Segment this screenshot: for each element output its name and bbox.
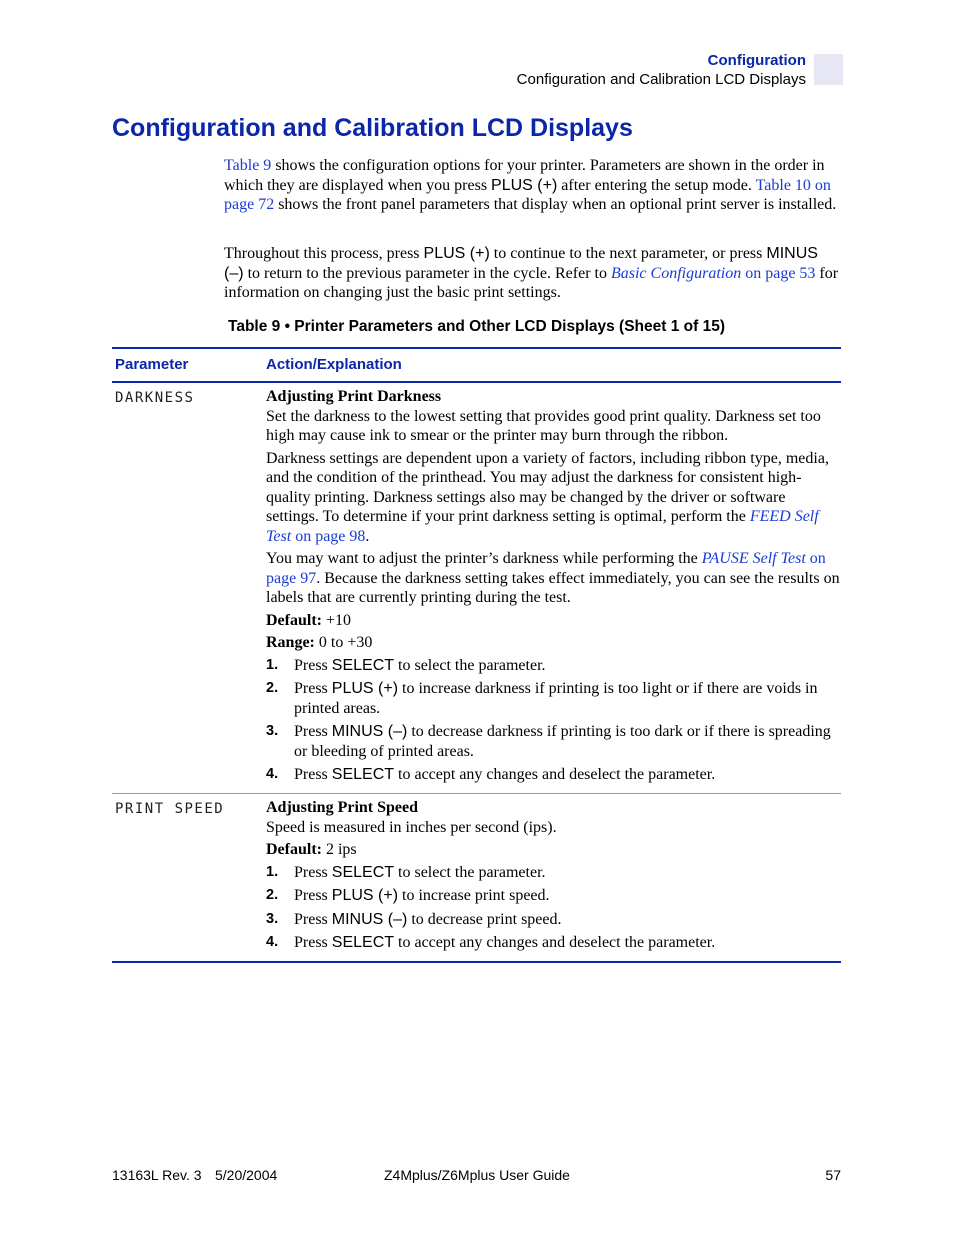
header-section: Configuration (707, 52, 806, 69)
action-cell (266, 798, 841, 957)
list-item: 3. Press MINUS (–) to decrease darkness if printing is too dark or if there is spreading or bleeding of printed areas. (266, 723, 831, 760)
page-53-link[interactable]: on page 53 (745, 264, 816, 282)
list-item: 1. Press SELECT to select the parameter. (266, 656, 546, 674)
row-heading: Adjusting Print Darkness (266, 388, 442, 405)
list-item: 4. Press SELECT to accept any changes and deselect the parameter. (266, 766, 716, 783)
table-9-link[interactable]: Table 9 (224, 157, 272, 174)
row-paragraph: Set the darkness to the lowest setting that provides good print quality. Darkness set too high may cause ink to smear or the printer may burn through the ribbon. (266, 407, 821, 444)
default-line: Default: +10 (266, 611, 352, 629)
plus-key: PLUS (+) (423, 245, 490, 262)
intro-paragraph-2: Throughout this process, press PLUS (+) to continue to the next parameter, or press MINUS (–) to return to the previous parameter in the cycle. Refer to Basic Configuration on page 53 for information on changing just the basic print settings. (224, 245, 839, 301)
header-tab-marker (814, 54, 843, 85)
minus-key: MINUS (–) (224, 245, 818, 282)
range-line: Range: 0 to +30 (266, 634, 373, 651)
footer-doc-number: 13163L Rev. 3 (112, 1167, 202, 1183)
list-item: 3. Press MINUS (–) to decrease print speed. (266, 910, 562, 928)
action-cell (266, 387, 841, 789)
steps-list (266, 656, 841, 785)
footer-page-number: 57 (825, 1167, 841, 1183)
header-parameter: Parameter (115, 356, 189, 373)
lcd-darkness: DARKNESS (115, 390, 195, 406)
list-item: 1. Press SELECT to select the parameter. (266, 863, 546, 881)
row-paragraph: Speed is measured in inches per second (ips). (266, 818, 557, 836)
intro-paragraph-1: Table 9 shows the configuration options for your printer. Parameters are shown in the order in which they are displayed when you press PLUS (+) after entering the setup mode. Table 10 on page 72 shows the front panel parameters that display when an optional print server is installed. (224, 157, 837, 213)
footer-date: 5/20/2004 (215, 1167, 278, 1183)
default-line: Default: 2 ips (266, 841, 357, 858)
row-paragraph: Darkness settings are dependent upon a variety of factors, including ribbon type, media, and the condition of the printhead. You may adjust the darkness for consistent high-quality printing. Darkness settings also may be changed by the driver or software settings. To determine if your print darkness setting is optimal, perform the FEED Self Test on page 98. (266, 449, 829, 545)
table-10-link[interactable]: Table 10 (755, 176, 811, 194)
row-paragraph: You may want to adjust the printer’s darkness while performing the PAUSE Self Test on page 97. Because the darkness setting takes effect immediately, you can see the results on labels that are currently printing during the test. (266, 550, 840, 606)
parameters-table (112, 347, 841, 963)
row-heading: Adjusting Print Speed (266, 799, 419, 816)
page-title: Configuration and Calibration LCD Displays (112, 114, 633, 142)
page-97-link[interactable]: on page 97 (266, 550, 826, 587)
page-72-link[interactable]: on page 72 (224, 176, 831, 213)
list-item: 2. Press PLUS (+) to increase darkness if printing is too light or if there are voids in printed areas. (266, 680, 818, 717)
table-header-row (112, 347, 841, 383)
table-row-print-speed (112, 794, 841, 963)
table-row-darkness (112, 383, 841, 794)
list-item: 4. Press SELECT to accept any changes and deselect the parameter. (266, 934, 716, 951)
plus-key: PLUS (+) (491, 176, 558, 194)
basic-configuration-link[interactable]: Basic Configuration (610, 264, 742, 282)
footer-guide-title: Z4Mplus/Z6Mplus User Guide (384, 1167, 570, 1183)
header-subsection: Configuration and Calibration LCD Displays (516, 71, 806, 88)
page-98-link[interactable]: on page 98 (291, 527, 366, 545)
pause-self-test-link[interactable]: PAUSE Self Test (701, 550, 806, 567)
steps-list (266, 863, 841, 953)
lcd-print-speed: PRINT SPEED (115, 801, 225, 817)
table-caption: Table 9 • Printer Parameters and Other LCD Displays (Sheet 1 of 15) (228, 318, 725, 335)
header-action: Action/Explanation (266, 356, 402, 373)
feed-self-test-link[interactable]: FEED Self Test (266, 508, 819, 545)
list-item: 2. Press PLUS (+) to increase print speed. (266, 887, 550, 904)
